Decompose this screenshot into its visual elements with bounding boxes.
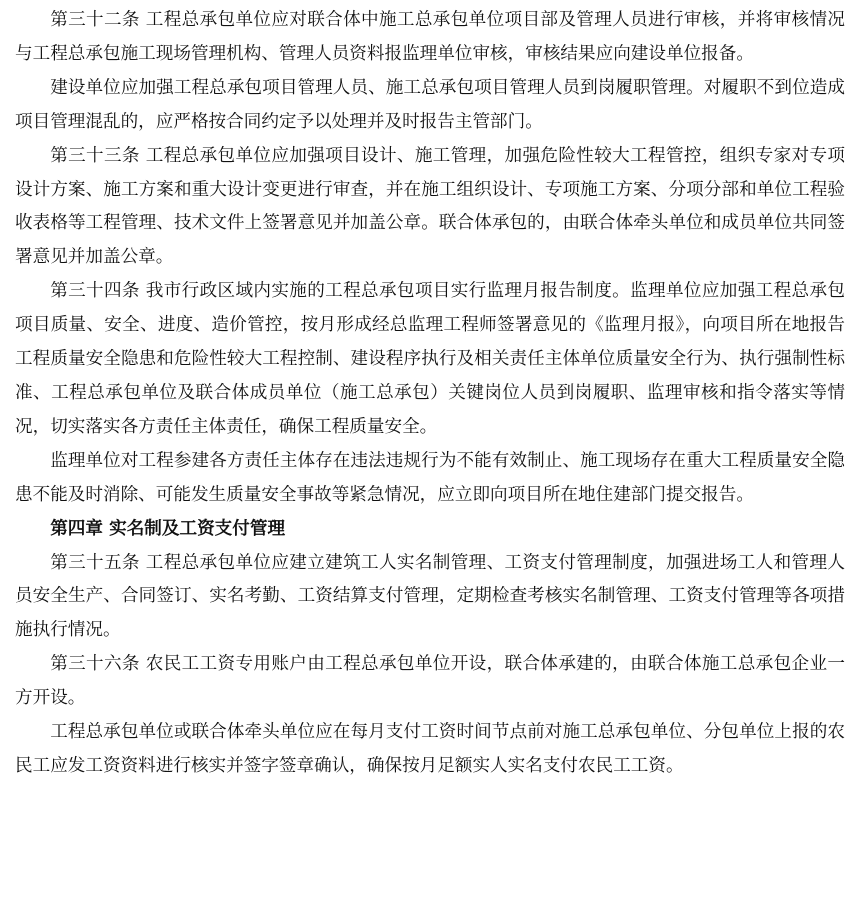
chapter-4-heading: 第四章 实名制及工资支付管理 <box>50 518 286 539</box>
article-32-paragraph: 第三十二条 工程总承包单位应对联合体中施工总承包单位项目部及管理人员进行审核，并将审核情况与工程总承包施工现场管理机构、管理人员资料报监理单位审核，审核结果应向建设单位报备。 <box>15 10 845 64</box>
wage-verification-paragraph: 工程总承包单位或联合体牵头单位应在每月支付工资时间节点前对施工总承包单位、分包单位上报的农民工应发工资资料进行核实并签字签章确认，确保按月足额实人实名支付农民工工资。 <box>15 722 845 776</box>
construction-unit-paragraph: 建设单位应加强工程总承包项目管理人员、施工总承包项目管理人员到岗履职管理。对履职不到位造成项目管理混乱的，应严格按合同约定予以处理并及时报告主管部门。 <box>15 77 845 132</box>
supervision-report-paragraph: 监理单位对工程参建各方责任主体存在违法违规行为不能有效制止、施工现场存在重大工程质量安全隐患不能及时消除、可能发生质量安全事故等紧急情况，应立即向项目所在地住建部门提交报告。 <box>15 450 845 505</box>
article-36-paragraph: 第三十六条 农民工工资专用账户由工程总承包单位开设，联合体承建的，由联合体施工总承包企业一方开设。 <box>15 654 845 709</box>
article-34-paragraph: 第三十四条 我市行政区域内实施的工程总承包项目实行监理月报告制度。监理单位应加强工程总承包项目质量、安全、进度、造价管控，按月形成经总监理工程师签署意见的《监理月报》，向项目所在地报告工程质量安全隐患和危险性较大工程控制、建设程序执行及相关责任主体单位质量安全行为、执行强制性标准、工程总承包单位及联合体成员单位（施工总承包）关键岗位人员到岗履职、监理审核和指令落实等情况，切实落实各方责任主体责任，确保工程质量安全。 <box>15 281 845 437</box>
article-33-paragraph: 第三十三条 工程总承包单位应加强项目设计、施工管理，加强危险性较大工程管控，组织专家对专项设计方案、施工方案和重大设计变更进行审查，并在施工组织设计、专项施工方案、分项分部和单位工程验收表格等工程管理、技术文件上签署意见并加盖公章。联合体承包的，由联合体牵头单位和成员单位共同签署意见并加盖公章。 <box>15 145 845 268</box>
article-35-paragraph: 第三十五条 工程总承包单位应建立建筑工人实名制管理、工资支付管理制度，加强进场工人和管理人员安全生产、合同签订、实名考勤、工资结算支付管理，定期检查考核实名制管理、工资支付管理等各项措施执行情况。 <box>15 552 845 641</box>
